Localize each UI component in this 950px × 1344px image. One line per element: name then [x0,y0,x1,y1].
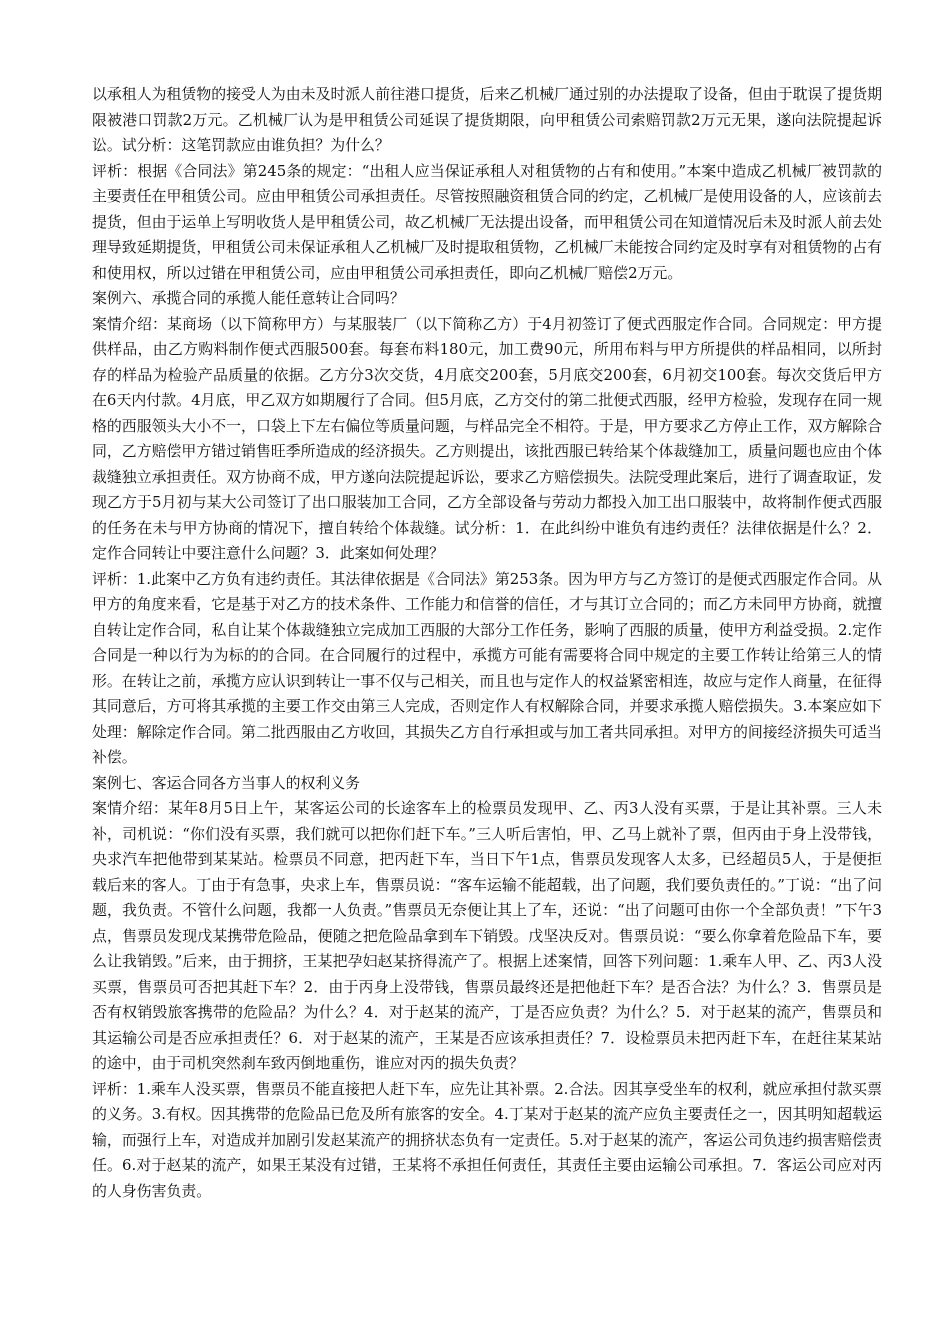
heading-case7: 案例七、客运合同各方当事人的权利义务 [92,773,361,792]
paragraph-case6-analysis: 评析：1.此案中乙方负有违约责任。其法律依据是《合同法》第253条。因为甲方与乙方签订的是便式西服定作合同。从甲方的角度来看，它是基于对乙方的技术条件、工作能力和信誉的信任，才与其订立合同的；而乙方未同甲方协商，就擅自转让定作合同，私自让某个体裁缝独立完成加工西服的大部分工作任务，影响了西服的质量，使甲方利益受损。2.定作合同是一种以行为为标的的合同。在合同履行的过程中，承揽方可能有需要将合同中规定的主要工作转让给第三人的情形。在转让之前，承揽方应认识到转让一事不仅与己相关，而且也与定作人的权益紧密相连，故应与定作人商量，在征得其同意后，方可将其承揽的主要工作交由第三人完成，否则定作人有权解除合同，并要求承揽人赔偿损失。3.本案应如下处理：解除定作合同。第二批西服由乙方收回，其损失乙方自行承担或与加工者共同承担。对甲方的间接经济损失可适当补偿。 [92,569,882,766]
paragraph-case6-facts: 案情介绍：某商场（以下简称甲方）与某服装厂（以下简称乙方）于4月初签订了便式西服定作合同。合同规定：甲方提供样品，由乙方购料制作便式西服500套。每套布料180元，加工费90元，所用布料与甲方所提供的样品相同，以所封存的样品为检验产品质量的依据。乙方分3次交货，4月底交200套，5月底交200套，6月初交100套。每次交货后甲方在6天内付款。4月底，甲乙双方如期履行了合同。但5月底，乙方交付的第二批便式西服，经甲方检验，发现存在同一规格的西服领头大小不一，口袋上下左右偏位等质量问题，与样品完全不相符。于是，甲方要求乙方停止工作，双方解除合同，乙方赔偿甲方错过销售旺季所造成的经济损失。乙方则提出，该批西服已转给某个体裁缝加工，质量问题也应由个体裁缝独立承担责任。双方协商不成，甲方遂向法院提起诉讼，要求乙方赔偿损失。法院受理此案后，进行了调查取证，发现乙方于5月初与某大公司签订了出口服装加工合同，乙方全部设备与劳动力都投入加工出口服装中，故将制作便式西服的任务在未与甲方协商的情况下，擅自转给个体裁缝。试分析：1．在此纠纷中谁负有违约责任？法律依据是什么？2．定作合同转让中要注意什么问题？3．此案如何处理？ [92,314,882,562]
heading-case6: 案例六、承揽合同的承揽人能任意转让合同吗？ [92,289,405,307]
paragraph-case7-analysis: 评析：1.乘车人没买票，售票员不能直接把人赶下车，应先让其补票。2.合法。因其享受坐车的权利，就应承担付款买票的义务。3.有权。因其携带的危险品已危及所有旅客的安全。4.丁某对于赵某的流产应负主要责任之一，因其明知超载运输，而强行上车，对造成并加剧引发赵某流产的拥挤状态负有一定责任。5.对于赵某的流产，客运公司负违约损害赔偿责任。6.对于赵某的流产，如果王某没有过错，王某将不承担任何责任，其责任主要由运输公司承担。7．客运公司应对丙的人身伤害负责。 [92,1079,882,1200]
paragraph-case7-facts: 案情介绍：某年8月5日上午，某客运公司的长途客车上的检票员发现甲、乙、丙3人没有买票，于是让其补票。三人未补，司机说：“你们没有买票，我们就可以把你们赶下车。”三人听后害怕，甲、乙马上就补了票，但丙由于身上没带钱，央求汽车把他带到某某站。检票员不同意，把丙赶下车，当日下午1点，售票员发现客人太多，已经超员5人，于是便拒载后来的客人。丁由于有急事，央求上车，售票员说：“客车运输不能超载，出了问题，我们要负责任的。”丁说：“出了问题，我负责。不管什么问题，我都一人负责。”售票员无奈便让其上了车，还说：“出了问题可由你一个全部负责！”下午3点，售票员发现戊某携带危险品，便随之把危险品拿到车下销毁。戊坚决反对。售票员说：“要么你拿着危险品下车，要么让我销毁。”后来，由于拥挤，王某把孕妇赵某挤得流产了。根据上述案情，回答下列问题：1.乘车人甲、乙、丙3人没买票，售票员可否把其赶下车？2．由于丙身上没带钱，售票员最终还是把他赶下车？是否合法？为什么？3．售票员是否有权销毁旅客携带的危险品？为什么？4．对于赵某的流产，丁是否应负责？为什么？5．对于赵某的流产，售票员和其运输公司是否应承担责任？6．对于赵某的流产，王某是否应该承担责任？7．设检票员未把丙赶下车，在赶往某某站的途中，由于司机突然刹车致丙倒地重伤，谁应对丙的损失负责？ [92,799,882,1072]
paragraph-case5-continuation: 以承租人为租赁物的接受人为由未及时派人前往港口提货，后来乙机械厂通过别的办法提取了设备，但由于耽误了提货期限被港口罚款2万元。乙机械厂认为是甲租赁公司延误了提货期限，向甲租赁公司索赔罚款2万元无果，遂向法院提起诉讼。试分析：这笔罚款应由谁负担？为什么？ [92,85,882,154]
document-page [92,82,882,1292]
paragraph-case5-analysis: 评析：根据《合同法》第245条的规定：“出租人应当保证承租人对租赁物的占有和使用。”本案中造成乙机械厂被罚款的主要责任在甲租赁公司。应由甲租赁公司承担责任。尽管按照融资租赁合同的约定，乙机械厂是使用设备的人，应该前去提货，但由于运单上写明收货人是甲租赁公司，故乙机械厂无法提出设备，而甲租赁公司在知道情况后未及时派人前去处理导致延期提货，甲租赁公司未保证承租人乙机械厂及时提取租赁物，乙机械厂未能按合同约定及时享有对租赁物的占有和使用权，所以过错在甲租赁公司，应由甲租赁公司承担责任，即向乙机械厂赔偿2万元。 [92,161,882,282]
